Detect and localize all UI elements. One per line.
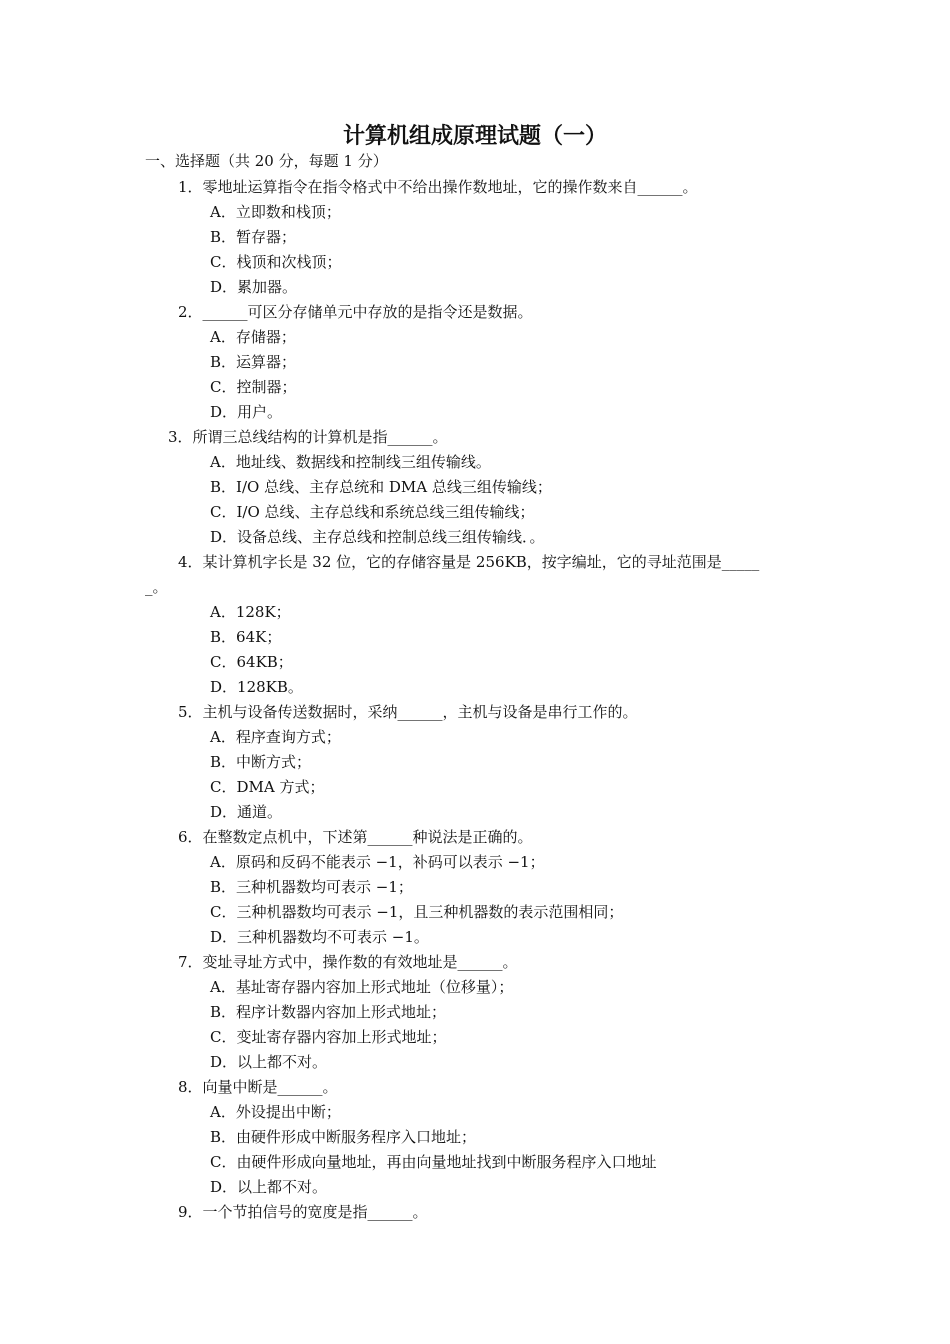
question-9: 9．一个节拍信号的宽度是指______。 (178, 1203, 428, 1221)
option: C．栈顶和次栈顶； (210, 253, 342, 271)
option: D．以上都不对。 (210, 1178, 328, 1196)
option: C．由硬件形成向量地址，再由向量地址找到中断服务程序入口地址 (210, 1153, 657, 1171)
option: C．控制器； (210, 378, 297, 396)
option: C．I/O 总线、主存总线和系统总线三组传输线； (210, 503, 535, 521)
question-5: 5．主机与设备传送数据时，采纳______，主机与设备是串行工作的。 (178, 703, 638, 721)
option: A．128K； (210, 603, 291, 621)
option: A．存储器； (210, 328, 296, 346)
option: C．64KB； (210, 653, 293, 671)
option: C．DMA 方式； (210, 778, 325, 796)
option: B．中断方式； (210, 753, 312, 771)
section-heading: 一、选择题（共 20 分，每题 1 分） (145, 152, 388, 170)
question-3: 3．所谓三总线结构的计算机是指______。 (168, 428, 448, 446)
question-list (0, 175, 950, 1225)
option: D．三种机器数均不可表示 −1。 (210, 928, 429, 946)
question-1: 1．零地址运算指令在指令格式中不给出操作数地址，它的操作数来自______。 (178, 178, 698, 196)
option: A．地址线、数据线和控制线三组传输线。 (210, 453, 491, 471)
option: C．三种机器数均可表示 −1，且三种机器数的表示范围相同； (210, 903, 624, 921)
question-2: 2．______可区分存储单元中存放的是指令还是数据。 (178, 303, 533, 321)
question-4-continuation: _。 (145, 578, 168, 596)
option: B．I/O 总线、主存总统和 DMA 总线三组传输线； (210, 478, 552, 496)
option: B．暂存器； (210, 228, 297, 246)
option: D．设备总线、主存总线和控制总线三组传输线．。 (210, 528, 545, 546)
option: A．原码和反码不能表示 −1，补码可以表示 −1； (210, 853, 545, 871)
option: B．运算器； (210, 353, 297, 371)
question-7: 7．变址寻址方式中，操作数的有效地址是______。 (178, 953, 518, 971)
option: B．三种机器数均可表示 −1； (210, 878, 413, 896)
option: A．立即数和栈顶； (210, 203, 341, 221)
option: B．由硬件形成中断服务程序入口地址； (210, 1128, 477, 1146)
question-8: 8．向量中断是______。 (178, 1078, 338, 1096)
question-4: 4．某计算机字长是 32 位，它的存储容量是 256KB，按字编址，它的寻址范围是_____ (178, 553, 760, 571)
option: A．外设提出中断； (210, 1103, 341, 1121)
option: D．以上都不对。 (210, 1053, 328, 1071)
option: B．64K； (210, 628, 282, 646)
option: D．128KB。 (210, 678, 303, 696)
question-6: 6．在整数定点机中，下述第______种说法是正确的。 (178, 828, 533, 846)
option: B．程序计数器内容加上形式地址； (210, 1003, 447, 1021)
option: C．变址寄存器内容加上形式地址； (210, 1028, 447, 1046)
page-title: 计算机组成原理试题（一） (342, 123, 607, 149)
option: A．程序查询方式； (210, 728, 341, 746)
option: D．通道。 (210, 803, 283, 821)
option: D．用户。 (210, 403, 283, 421)
option: A．基址寄存器内容加上形式地址（位移量）； (210, 978, 514, 996)
option: D．累加器。 (210, 278, 298, 296)
